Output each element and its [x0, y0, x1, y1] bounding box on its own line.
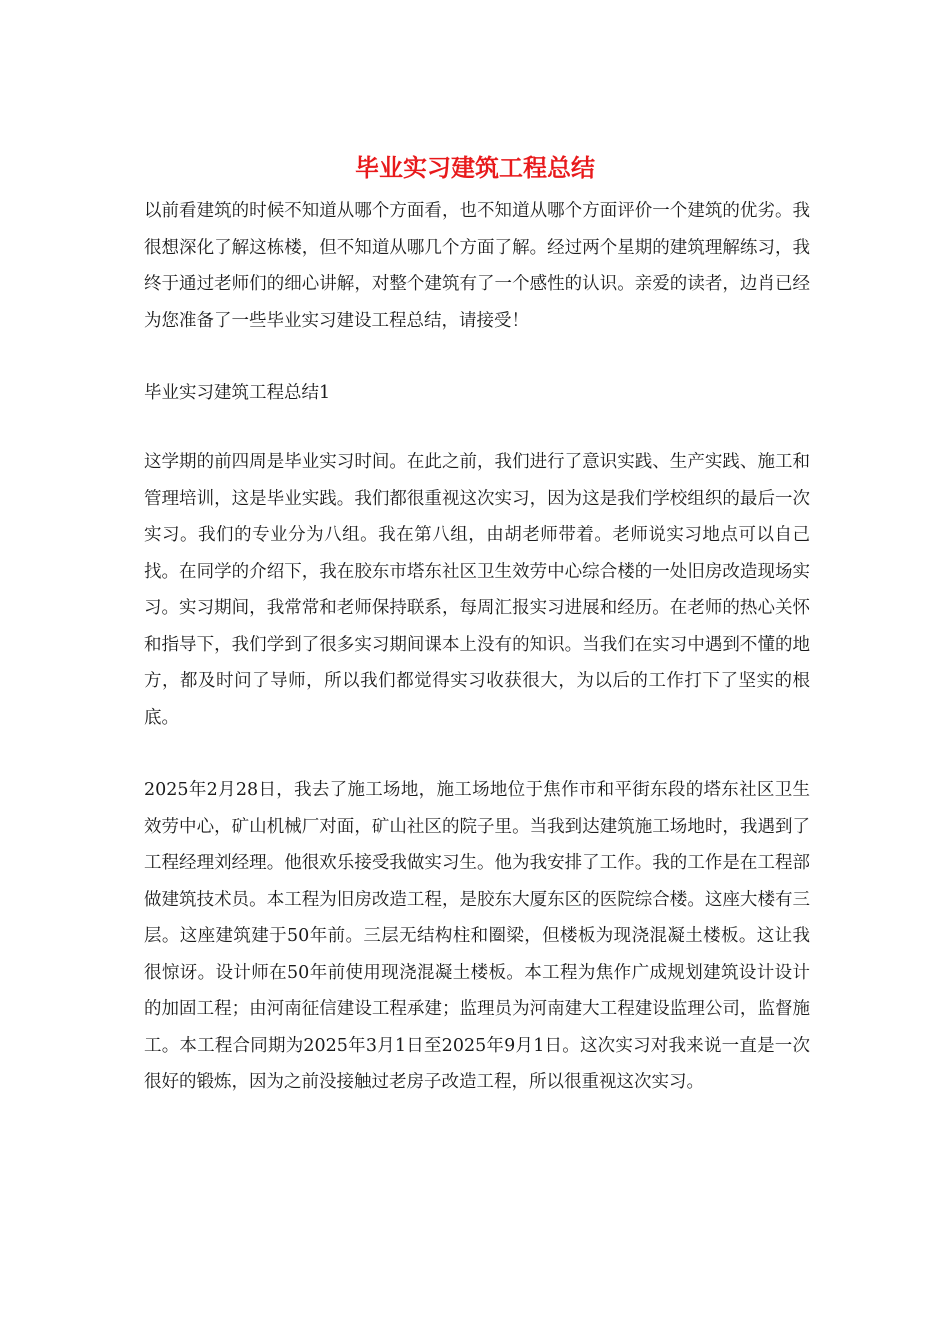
- section-heading: 毕业实习建筑工程总结1: [144, 383, 331, 403]
- body-paragraph-1: 这学期的前四周是毕业实习时间。在此之前，我们进行了意识实践、生产实践、施工和管理培训，这是毕业实践。我们都很重视这次实习，因为这是我们学校组织的最后一次实习。我们的专业分为八组。我在第八组，由胡老师带着。老师说实习地点可以自己找。在同学的介绍下，我在胶东市塔东社区卫生效劳中心综合楼的一处旧房改造现场实习。实习期间，我常常和老师保持联系，每周汇报实习进展和经历。在老师的热心关怀和指导下，我们学到了很多实习期间课本上没有的知识。当我们在实习中遇到不懂的地方，都及时问了导师，所以我们都觉得实习收获很大，为以后的工作打下了坚实的根底。: [144, 452, 810, 728]
- intro-paragraph: 以前看建筑的时候不知道从哪个方面看，也不知道从哪个方面评价一个建筑的优劣。我很想深化了解这栋楼，但不知道从哪几个方面了解。经过两个星期的建筑理解练习，我终于通过老师们的细心讲解，对整个建筑有了一个感性的认识。亲爱的读者，边肖已经为您准备了一些毕业实习建设工程总结，请接受！: [144, 201, 810, 331]
- body-paragraph-2: 2025年2月28日，我去了施工场地，施工场地位于焦作市和平街东段的塔东社区卫生效劳中心，矿山机械厂对面，矿山社区的院子里。当我到达建筑施工场地时，我遇到了工程经理刘经理。他很欢乐接受我做实习生。他为我安排了工作。我的工作是在工程部做建筑技术员。本工程为旧房改造工程，是胶东大厦东区的医院综合楼。这座大楼有三层。这座建筑建于50年前。三层无结构柱和圈梁，但楼板为现浇混凝土楼板。这让我很惊讶。设计师在50年前使用现浇混凝土楼板。本工程为焦作广成规划建筑设计设计的加固工程；由河南征信建设工程承建；监理员为河南建大工程建设监理公司，监督施工。本工程合同期为2025年3月1日至2025年9月1日。这次实习对我来说一直是一次很好的锻炼，因为之前没接触过老房子改造工程，所以很重视这次实习。: [144, 780, 810, 1092]
- document-title: 毕业实习建筑工程总结: [355, 153, 595, 182]
